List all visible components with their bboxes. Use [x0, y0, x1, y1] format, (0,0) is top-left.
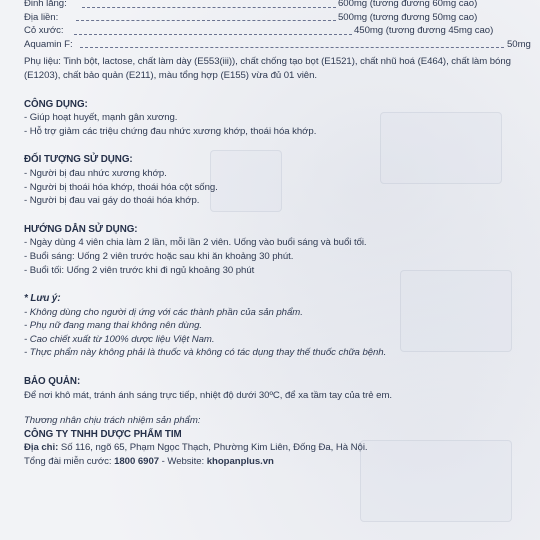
ingredients-list	[24, 0, 531, 51]
notes-item: - Không dùng cho người dị ứng với các thành phần của sản phẩm.	[24, 306, 303, 318]
ingredient-name: Aquamin F:	[24, 38, 73, 50]
ingredient-name: Địa liền:	[24, 11, 59, 23]
storage-heading: BẢO QUẢN:	[24, 376, 81, 388]
ingredient-row	[24, 38, 531, 52]
company-contact	[24, 455, 524, 469]
website-link[interactable]: khopanplus.vn	[206, 456, 274, 468]
usage-item: - Buổi tối: Uống 2 viên trước khi đi ngủ khoảng 30 phút	[24, 264, 255, 276]
usage-item: - Buổi sáng: Uống 2 viên trước hoặc sau khi ăn khoảng 30 phút.	[24, 250, 294, 262]
target-item: - Người bị thoái hóa khớp, thoái hóa cột sống.	[24, 181, 218, 193]
notes-item: - Phụ nữ đang mang thai không nên dùng.	[24, 320, 203, 332]
uses-item: - Giúp hoạt huyết, mạnh gân xương.	[24, 112, 178, 124]
ingredient-value: 50mg	[507, 38, 531, 50]
ingredient-row	[24, 0, 524, 11]
ingredient-row	[24, 11, 524, 25]
hotline-number: 1800 6907	[114, 456, 160, 468]
ingredient-value: 500mg (tương đương 50mg cao)	[338, 11, 478, 23]
ingredient-name: Cỏ xước:	[24, 25, 64, 37]
ingredient-name: Đinh lăng:	[24, 0, 67, 9]
spacer	[24, 208, 524, 223]
leader-dots	[80, 47, 504, 48]
notes-item: - Thực phẩm này không phải là thuốc và không có tác dụng thay thế thuốc chữa bệnh.	[24, 347, 387, 359]
hotline-label: Tổng đài miễn cước:	[24, 456, 115, 468]
usage-heading: HƯỚNG DẪN SỬ DỤNG:	[24, 223, 138, 235]
leader-dots	[76, 20, 336, 21]
notes-heading: * Lưu ý:	[24, 293, 61, 305]
usage-item: - Ngày dùng 4 viên chia làm 2 lần, mỗi lần 2 viên. Uống vào buổi sáng và buổi tối.	[24, 237, 367, 249]
notes-item: - Cao chiết xuất từ 100% dược liệu Việt Nam.	[24, 333, 215, 345]
spacer	[24, 138, 524, 153]
ingredient-row	[24, 24, 524, 38]
spacer	[24, 277, 524, 292]
company-name: CÔNG TY TNHH DƯỢC PHẨM TIM	[24, 428, 182, 440]
responsible-label: Thương nhân chịu trách nhiệm sản phẩm:	[24, 415, 201, 427]
spacer	[24, 360, 524, 375]
leaflet-content	[24, 0, 531, 469]
storage-text: Để nơi khô mát, tránh ánh sáng trực tiếp, nhiệt độ dưới 30ºC, để xa tầm tay của trẻ em.	[24, 389, 393, 401]
website-label: - Website:	[159, 456, 207, 468]
leader-dots	[82, 7, 336, 8]
target-heading: ĐỐI TƯỢNG SỬ DỤNG:	[24, 154, 133, 166]
target-item: - Người bị đau vai gáy do thoái hóa khớp.	[24, 195, 200, 207]
uses-item: - Hỗ trợ giảm các triệu chứng đau nhức xương khớp, thoái hóa khớp.	[24, 125, 317, 137]
spacer	[24, 83, 524, 98]
spacer	[24, 402, 524, 414]
leader-dots	[74, 34, 352, 35]
company-address	[24, 441, 524, 455]
ingredient-value: 450mg (tương đương 45mg cao)	[354, 25, 494, 37]
address-text: Số 116, ngõ 65, Phạm Ngọc Thạch, Phường Kim Liên, Đống Đa, Hà Nội.	[58, 442, 368, 454]
uses-heading: CÔNG DỤNG:	[24, 98, 88, 110]
address-label: Địa chỉ:	[24, 442, 59, 454]
ingredient-value: 600mg (tương đương 60mg cao)	[338, 0, 478, 9]
excipients-text: Phụ liệu: Tinh bột, lactose, chất làm dày (E553(iii)), chất chống tạo bọt (E1521), chất nhũ hoá (E464), chất làm bóng (E1203), chất bảo quản (E211), màu tổng hợp (E155) vừa đủ 01 viên.	[24, 56, 511, 81]
target-item: - Người bị đau nhức xương khớp.	[24, 167, 167, 179]
